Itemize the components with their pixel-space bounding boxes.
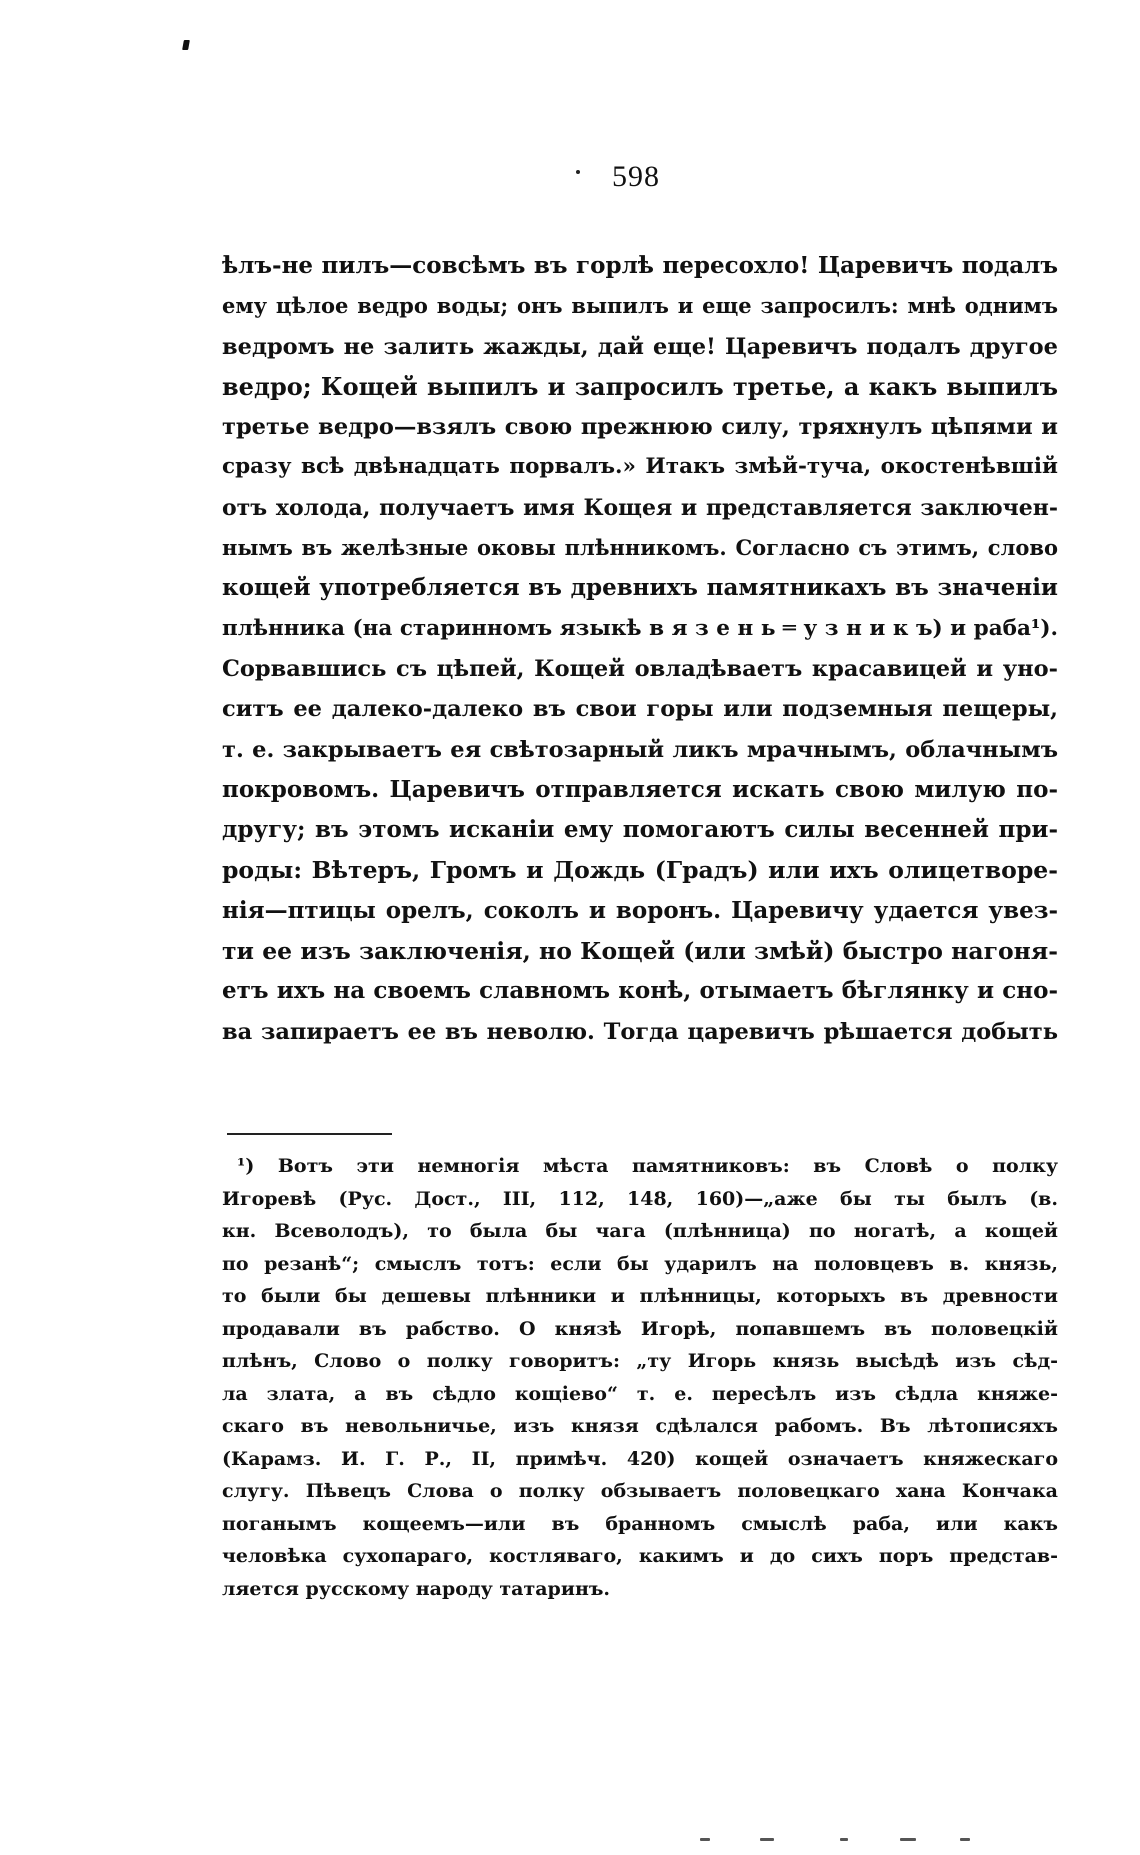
text-line: отъ холода, получаетъ имя Кощея и представляется заключен- [222, 494, 1058, 521]
text-line: ти ее изъ заключенія, но Кощей (или змѣй) быстро нагоня- [222, 937, 1058, 966]
footnote-line: скаго въ невольничье, изъ князя сдѣлался рабомъ. Въ лѣтописяхъ [222, 1415, 1058, 1437]
text-line: покровомъ. Царевичъ отправляется искать свою милую по- [222, 775, 1058, 803]
text-line: т. е. закрываетъ ея свѣтозарный ликъ мрачнымъ, облачнымъ [222, 736, 1058, 763]
text-line: плѣнника (на старинномъ языкѣ в я з е н ь ═ у з н и к ъ) и раба¹). [222, 615, 1058, 641]
text-line: ва запираетъ ее въ неволю. Тогда царевичъ рѣшается добыть [222, 1018, 1058, 1045]
footnote-line: то были бы дешевы плѣнники и плѣнницы, которыхъ въ древности [222, 1285, 1058, 1307]
footnote-line: поганымъ кощеемъ—или въ бранномъ смыслѣ раба, или какъ [222, 1512, 1058, 1535]
text-line: ведро; Кощей выпилъ и запросилъ третье, а какъ выпилъ [222, 371, 1058, 401]
footnote-line: плѣнъ, Слово о полку говоритъ: „ту Игорь князь высѣдѣ изъ сѣд- [222, 1350, 1058, 1372]
page-number: 598 [612, 160, 660, 193]
footnote-line: (Карамз. И. Г. Р., II, примѣч. 420) кощей означаетъ княжескаго [222, 1447, 1058, 1470]
main-text-block [222, 246, 1058, 1052]
footnote-divider [227, 1133, 392, 1135]
speck [900, 1838, 916, 1841]
footnote-line: человѣка сухопараго, костляваго, какимъ и до сихъ поръ представ- [222, 1545, 1058, 1567]
footnote-line: слугу. Пѣвецъ Слова о полку обзываетъ половецкаго хана Кончака [222, 1480, 1058, 1502]
text-line: кощей употребляется въ древнихъ памятникахъ въ значеніи [222, 574, 1058, 602]
ink-speck-mark [182, 40, 190, 50]
text-line: третье ведро—взялъ свою прежнюю силу, тряхнулъ цѣпями и [222, 414, 1058, 441]
text-line: нія—птицы орелъ, соколъ и воронъ. Царевичу удается увез- [222, 896, 1058, 924]
text-line: ведромъ не залить жажды, дай еще! Царевичъ подалъ другое [222, 333, 1058, 360]
speck [700, 1838, 710, 1841]
footnote-line: ляется русскому народу татаринъ. [222, 1577, 611, 1600]
speck [840, 1838, 848, 1841]
text-line: ему цѣлое ведро воды; онъ выпилъ и еще запросилъ: мнѣ однимъ [222, 293, 1058, 319]
footnote-line: Игоревѣ (Рус. Дост., III, 112, 148, 160)—„аже бы ты былъ (в. [222, 1187, 1058, 1210]
text-line: Сорвавшись съ цѣпей, Кощей овладѣваетъ красавицей и уно- [222, 655, 1058, 682]
footnote-block [222, 1150, 1058, 1605]
footnote-line: ла злата, а въ сѣдло кощіево“ т. е. пересѣлъ изъ сѣдла княже- [222, 1382, 1058, 1405]
text-line: етъ ихъ на своемъ славномъ конѣ, отымаетъ бѣглянку и сно- [222, 977, 1058, 1005]
text-line: роды: Вѣтеръ, Громъ и Дождь (Градъ) или ихъ олицетворе- [222, 856, 1058, 885]
text-line: ѣлъ-не пилъ—совсѣмъ въ горлѣ пересохло! Царевичъ подалъ [222, 252, 1058, 279]
text-line: ситъ ее далеко-далеко въ свои горы или подземныя пещеры, [222, 696, 1058, 723]
footnote-line: продавали въ рабство. О князѣ Игорѣ, попавшемъ въ половецкій [222, 1317, 1058, 1340]
text-line: нымъ въ желѣзные оковы плѣнникомъ. Согласно съ этимъ, слово [222, 535, 1058, 561]
speck [760, 1838, 774, 1841]
speck [960, 1838, 970, 1841]
bleed-through-specks [700, 1838, 1000, 1844]
text-line: другу; въ этомъ исканіи ему помогаютъ силы весенней при- [222, 816, 1058, 844]
footnote-line: по резанѣ“; смыслъ тотъ: если бы ударилъ на половцевъ в. князь, [222, 1252, 1058, 1275]
text-line: сразу всѣ двѣнадцать порвалъ.» Итакъ змѣй-туча, окостенѣвшій [222, 454, 1058, 480]
footnote-line: кн. Всеволодъ), то была бы чага (плѣнница) по ногатѣ, а кощей [222, 1220, 1058, 1242]
footnote-line: ¹) Вотъ эти немногія мѣста памятниковъ: въ Словѣ о полку [237, 1155, 1058, 1177]
ink-dot [576, 170, 580, 174]
